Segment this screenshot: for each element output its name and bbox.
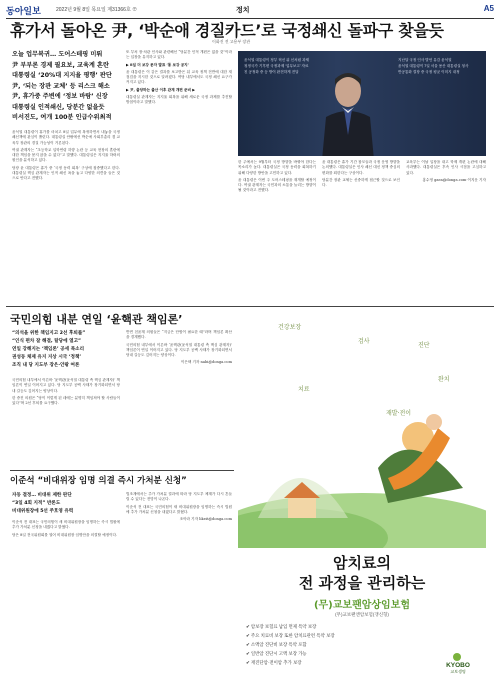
newspaper-logo: 동아일보 xyxy=(6,6,41,16)
ad-headline-bottom: 전 과정을 관리하는 xyxy=(298,574,426,592)
ad-cloud: 치료 xyxy=(298,386,310,393)
ad-cloud: 검사 xyxy=(358,338,370,345)
section3-subheads: 자동 결정… 비대위 제한 판단 “3일 4회 지적” 반론도 비대위원장에 5선 주호영 유력 xyxy=(12,493,74,514)
ad-illustration xyxy=(238,318,486,548)
photo-caption-right: 지난달 국정 인사 발언 유감 윤석열 윤석열 대통령이 7일 서울 용산 대통령실 청사 반공통화 결장 중 국정 평균 이미지 내정 xyxy=(398,58,469,75)
issue-date: 2022년 9월 8일 목요일 제31366호 ⊕ xyxy=(56,7,138,13)
subhead: 尹, 휴가중 주변에 ‘정보 바람’ 신장 xyxy=(12,93,108,100)
section2-column-1: 국민의힘 내부에서 이른바 ‘윤핵관(윤석열 대통령 측 핵심 관계자)’ 책임론이 연일 이어지고 있다. 당 지도부 공백 사태가 장기화되면서 당내 갈등도 깊어지는 양상이다. 한 중진 의원은 “당이 이렇게 된 데에는 분명히 책임져야 할 사람들이 있다”며 2선 후퇴를 요구했다. xyxy=(12,378,120,406)
section2-title: 국민의힘 내분 연일 ‘윤핵관 책임론’ xyxy=(10,313,183,326)
ad-cloud: 재발·전이 xyxy=(386,410,412,417)
subhead: 대통령실 ‘20%대 지지율 평행’ 판단 xyxy=(12,72,112,79)
kyobo-leaf-icon xyxy=(452,652,462,662)
ad-cloud: 건강보장 xyxy=(278,324,302,331)
insurance-advertisement xyxy=(238,318,486,685)
ad-feature: ✔ 암보장 보험료 납입 면제 특약 보장 xyxy=(246,624,317,629)
article-column-2: 또 부처 장·차관 인사와 관련해선 “당분간 인적 개편은 없을 것”이라는 입장을 유지하고 있다. ▶ 8일 더 보강 문자 발표 ‘통 보강 공지’ 윤 대통령은 이 같은 결과를 보고받은 뒤 교육 정책 전반에 대한 재점검을 지시한 것으로 알려졌다. 여당 내부에서도 국정 쇄신 요구가 커지고 있다. ▶ 尹, 출당하는 출산 이후 관계 개편 준비 ▶ 대통령실 관계자는 지지율 회복을 위해 새로운 국정 과제를 추진할 방침이라고 말했다. xyxy=(126,50,232,105)
section3-column-2: 법조계에서는 추가 가처분 결과에 따라 당 지도부 체계가 다시 흔들릴 수 있다는 전망이 나온다. 이준석 전 대표는 국민의힘이 새 비대위원장을 임명하는 즉시 법원에 추가 가처분 신청을 내겠다고 밝혔다. 조아라 기자 likeit@donga.com xyxy=(126,492,232,522)
subhead: 오늘 업무복귀… 도어스테핑 미뤄 xyxy=(12,51,103,58)
article-column-3: 한 주에서는 9월부터 국정 방향을 바꿔야 한다는 목소리가 높다. 대통령실은 국정 동력을 회복하기 위해 다양한 방안을 고민하고 있다. 윤 대통령은 이번 주 도어스테핑을 재개할 예정이다. 여권 관계자는 국민과의 소통을 늘리는 방향이 될 것이라고 전했다. xyxy=(238,160,316,193)
ad-cloud: 진단 xyxy=(418,342,430,349)
article-column-4: 윤 대통령은 휴가 기간 참모들과 국정 운영 방향을 논의했다. 대통령실은 인사 쇄신 대신 정책 중심의 변화를 꾀한다는 구상이다. 당분간 장관 교체는 신중하게 접근할 것으로 보인다. xyxy=(322,160,400,188)
subhead: 尹, ‘되는 장관 교체’ 등 리스크 해소 xyxy=(12,82,110,90)
subhead: 尹 부부론 경제 필요보, 교육계 혼란 xyxy=(12,61,110,69)
ad-product-name: (무)교보팬암상임보험 xyxy=(313,600,411,611)
subhead: 비서진도, 여개 100분 인급수위최적 xyxy=(12,114,112,121)
ad-feature-list xyxy=(246,622,416,667)
ad-headline-top: 암치료의 xyxy=(333,554,391,572)
article-column-1: 윤석열 대통령이 휴가를 마치고 8일 업무에 복귀하면서 내놓을 국정 쇄신책에 관심이 쏠린다. 대통령실 안팎에선 박순애 사회부총리 겸 교육부 장관의 경질 가능성이 거론된다. 여권 관계자는 “초등학교 입학연령 하향 논란 등 교육 현장의 혼란에 대한 책임을 묻지 않을 수 없다”고 말했다. 대통령실은 지지율 하락의 원인을 분석하고 있다. 당장 윤 대통령은 휴가 중 ‘국정 동력 회복’ 구상에 집중했다고 한다. 대통령실 핵심 관계자는 인적 쇄신 폭을 놓고 다양한 의견을 들은 것으로 안다고 전했다. xyxy=(12,130,120,181)
ad-feature: ✔ 주요 치료비 보장 또한 암치료관련 특약 보장 xyxy=(246,633,335,638)
kyobo-logo: KYOBO 교보생명 xyxy=(434,652,482,672)
president-photo xyxy=(238,51,486,156)
article-column-5: 교육부는 이날 입장을 내고 학제 개편 논란에 대해 사과했다. 대통령실은 후속 인사 시점을 고심하고 있다. 홍수영 gaea@donga.com·이지운 기자 xyxy=(406,160,486,182)
section2-subheads: “의석을 위한 책임지고 2선 후퇴를” “인식 편차 잘 해결, 탈당에 열고” 연일 강해지는 ‘책임론’ 공세 목소리 권성동 체제 유지 지상 시국 ‘정책’ 조직 내 당 지도부 장은·안팎 여론 xyxy=(12,331,86,368)
section-divider xyxy=(6,306,494,307)
ad-feature: ✔ 재진단암·전이암 추가 보장 xyxy=(246,660,302,665)
section-name: 정치 xyxy=(236,7,250,14)
subhead: 대통령실 인적쇄신, 당분간 없을듯 xyxy=(12,103,105,111)
photo-caption-left: 윤석열 대통령이 정부 혁신 위 신처럼 과제 청정국가 기후변 국정과제 ‘업무보고’ 자료 친 공정화 중 등 방이 완전하게 전달 xyxy=(244,58,310,75)
ad-feature: ✔ 일반암 진단시 고액 보장 가능 xyxy=(246,651,307,656)
ad-product-note: (무)교보팬앤암보험(갱신형) xyxy=(335,612,389,617)
section3-column-1: 이준석 전 대표는 국민의힘이 새 비대위원장을 임명하는 즉시 법원에 추가 가처분 신청을 내겠다고 밝혔다. 당은 8일 전국위원회를 열어 비대위원장 임명안을 의결할 예정이다. xyxy=(12,520,120,537)
ad-feature: ✔ 소액암 진단비 보장 특약 포함 xyxy=(246,642,307,647)
page-number: A5 xyxy=(483,4,494,13)
headline-byline: 이화진 전 고용부 장관 xyxy=(212,39,251,44)
section-divider-2 xyxy=(10,470,234,471)
president-figure xyxy=(318,65,378,156)
section2-column-2: 반면 친윤계 의원들은 “지금은 단합이 필요한 때”라며 책임론 확산을 경계했다. 국민의힘 내부에서 이른바 ‘윤핵관(윤석열 대통령 측 핵심 관계자)’ 책임론이 연일 이어지고 있다. 당 지도부 공백 사태가 장기화되면서 당내 갈등도 깊어지는 양상이다. 이은택 기자 nabi@donga.com xyxy=(126,330,232,365)
main-headline: 휴가서 돌아온 尹, ‘박순애 경질카드’로 국정쇄신 돌파구 찾을듯 xyxy=(10,21,444,40)
ad-cloud: 완치 xyxy=(438,376,450,383)
section3-title: 이준석 “비대위장 임명 의결 즉시 가처분 신청” xyxy=(10,476,187,486)
